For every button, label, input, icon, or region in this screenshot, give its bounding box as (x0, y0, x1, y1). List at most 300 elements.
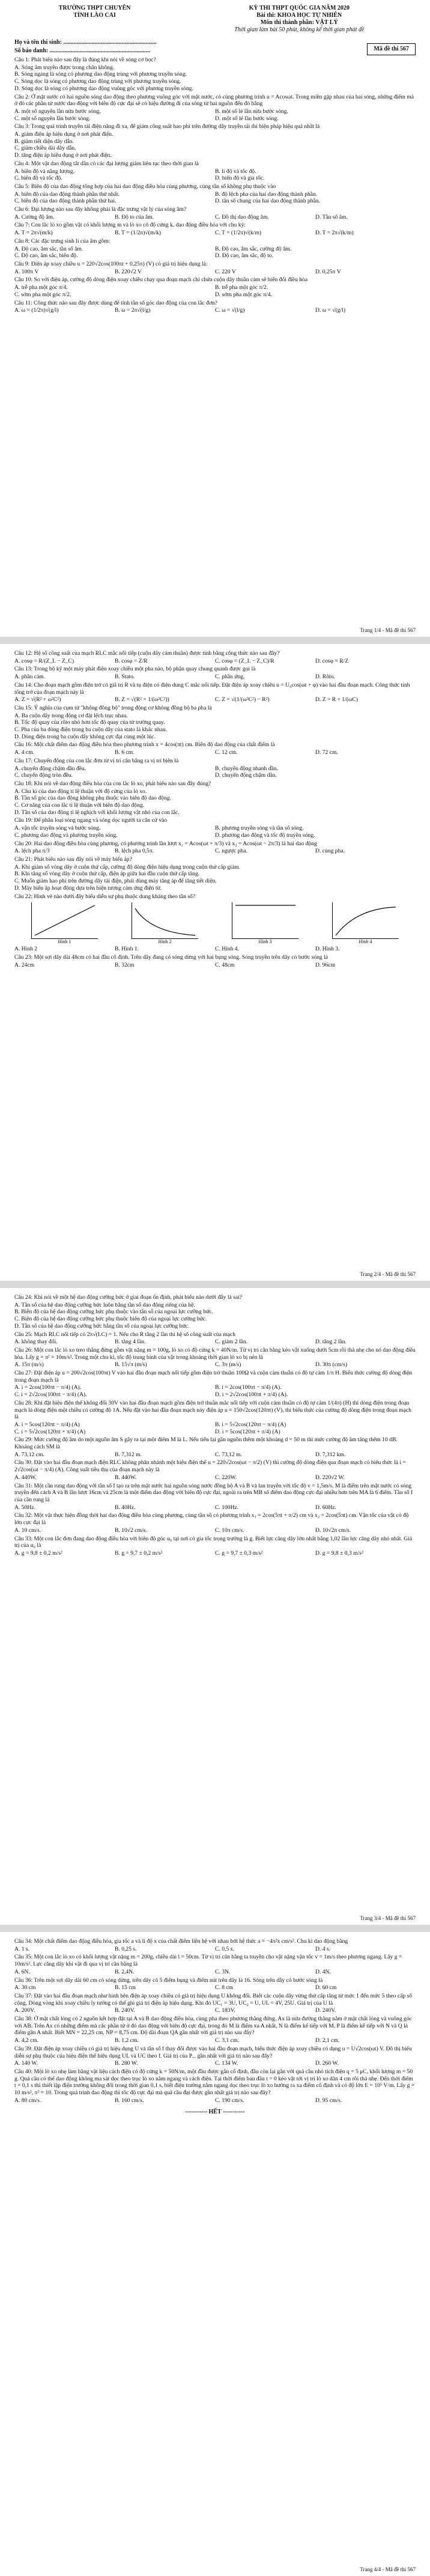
answer-option: C. Sóng dọc là sóng có phương dao động trùng với phương truyền sóng. (14, 78, 181, 85)
answer-option: C. 3,1 cm. (215, 2037, 239, 2044)
question-text: Câu 13: Trong bộ kỹ một máy phát điện xoay chiều một pha nào, bộ phận quay chung quanh được gọi là (14, 666, 256, 673)
question (14, 238, 416, 260)
answer-option: D. i = 2√2cos(100πt + π/4) (A). (215, 1391, 288, 1399)
answer-option: A. i = 5cos(120πt − π/4) (A) (14, 1421, 80, 1428)
answer-option: D. Tần số của hệ dao động cưỡng bức bằng tần số của ngoại lực cưỡng bức. (14, 1322, 190, 1329)
answer-option: B. ω = 2π√(l/g) (115, 307, 151, 314)
question-text: Câu 23: Một sợi dây dài 48cm có hai đầu cố định. Trên dây đang có sóng dừng với hai bụng sóng. Sóng truyền trên dây có bước sóng là (14, 953, 329, 961)
question-text: Câu 30: Đặt vào hai đầu đoạn mạch điện RLC không phân nhánh một hiệu điện thế u = 220√2cos(ωt − π/2) (V) thì cường độ dòng điện qua đoạn mạch có biểu thức là i = 2√2cos(ωt − π/4) (A). Công suất tiêu thụ của đoạn mạch này là (14, 1459, 406, 1474)
answer-option: A. biên độ và năng lượng. (14, 168, 75, 175)
answer-option: A. 200V. (14, 2007, 35, 2014)
answer-option: C. 10π cm/s. (215, 1526, 244, 1534)
answer-option: B. i = 2cos(100πt − π/4) (A). (215, 1384, 282, 1391)
page-separator (0, 1281, 430, 1288)
answer-options (14, 191, 416, 205)
graph-curve (333, 902, 399, 938)
question (14, 705, 416, 741)
question-text: Câu 7: Con lắc lò xo gồm vật có khối lượng m và lò xo có độ cứng k, dao động điều hòa với chu kỳ: (14, 222, 246, 229)
question (14, 1436, 416, 1458)
graph-plot (332, 902, 399, 939)
answer-option: D. tăng điện áp hiệu dụng ở nơi phát điện. (14, 152, 112, 159)
answer-option: B. 6 cm. (115, 749, 135, 756)
answer-option: A. Hình 2 (14, 946, 38, 953)
answer-option: C. phần ứng. (215, 673, 245, 681)
question (14, 222, 416, 236)
answer-option: B. 1,2 cm. (115, 2037, 139, 2044)
exam-page-2 (0, 644, 430, 1281)
exam-subject: Bài thi: KHOA HỌC TỰ NHIÊN (256, 12, 342, 19)
graph-curve (132, 902, 198, 938)
answer-options (14, 696, 416, 703)
answer-option: B. 15 cm (115, 1984, 136, 1991)
graph-curve (232, 902, 298, 938)
question-text: Câu 25: Mạch RLC nối tiếp có 2π√(LC) = 1. Nếu cho R tăng 2 lần thì hệ số công suất của mạch (14, 1331, 236, 1338)
answer-option: B. Độ cao, âm sắc, cường độ âm. (215, 245, 292, 252)
answer-option: B. 10√2 cm/s. (115, 1526, 147, 1534)
answer-option: B. 220√2 V (115, 268, 142, 275)
answer-option: D. tần số chung của hai dao động thành phần. (215, 198, 321, 205)
answer-options (14, 788, 416, 816)
question-text: Câu 4: Một vật dao động tắt dần có các đại lượng giảm liên tục theo thời gian là (14, 160, 199, 167)
answer-option: B. li độ và tốc độ. (215, 168, 256, 175)
question (14, 2068, 416, 2104)
answer-option: C. Pha của ba dòng điện trong ba cuộn dây của stato là khác nhau. (14, 726, 168, 734)
answer-options (14, 825, 416, 839)
candidate-id-label: Số báo danh: ................................................................... (14, 47, 151, 54)
answer-option: C. 3N. (215, 1968, 231, 1975)
question-list (14, 1294, 416, 1557)
graph-plot (31, 902, 98, 939)
question-text: Câu 40: Một lò xo nhẹ làm bằng vật liệu cách điện có độ cứng k = 50N/m, một đầu được gắn cố định, đầu còn lại gắn với quả cầu nhỏ tích điện q = 5 μC, khối lượng m = 50 g. Quả cầu có thể dao động không ma sát dọc theo trục lò xo nằm ngang và cách điện. Tại thời điểm ban đầu t = 0 kéo vật tới vị trí lò xo dãn 4 cm rồi thả nhẹ. Đến thời điểm t = 0,1 s thì thiết lập điện trường không đổi trong thời gian 0,1 s, biết điện trường nằm ngang dọc theo trục lò xo hướng ra xa điểm cố định và có độ lớn E = 10⁵ V/m. Lấy g = 10 m/s², π² = 10. Trong quá trình dao động thì tốc độ cực đại mà quả cầu đạt được gần nhất giá trị nào sau đây? (14, 2068, 415, 2097)
answer-option: A. chuyển động chậm dần đều. (14, 765, 86, 772)
exam-page-1 (0, 0, 430, 637)
answer-option: D. Dòng điện trong ba cuộn dây không cực đại cùng một lúc. (14, 733, 156, 740)
answer-option: A. T = 2π√(m/k) (14, 229, 53, 237)
question-text: Câu 39: Đặt điện áp xoay chiều có giá trị hiệu dụng U và tần số f thay đổi được vào hai đầu đoạn mạch, biểu thức điện áp xoay chiều có dạng u = U√2cos(ωt) V. Đồ thị biểu diễn sự phụ thuộc của hiệu điện thế hiệu dụng UL và UC theo f. Giá trị của P... gần nhất với giá trị nào sau đây? (14, 2045, 412, 2059)
answer-options (14, 2097, 416, 2104)
question-text: Câu 11: Công thức nào sau đây được dùng để tính tần số góc dao động của con lắc đơn? (14, 299, 218, 306)
graph-label: Hình 1 (58, 939, 71, 945)
answer-option: A. trễ pha một góc π/4. (14, 284, 68, 291)
question-text: Câu 14: Cho đoạn mạch gồm điện trở có giá trị R và tụ điện có điện dung C mắc nối tiếp. Đặt điện áp xoay chiều u = U₀cos(ωt + φ) vào hai đầu đoạn mạch. Công thức tính tổng trở của đoạn mạch này là (14, 681, 410, 696)
candidate-info (14, 38, 416, 55)
question (14, 1512, 416, 1534)
answer-option: C. 190 cm/s. (215, 2097, 244, 2104)
answer-option: D. Hình 3. (315, 946, 340, 953)
answer-option: A. không thay đổi. (14, 1338, 58, 1346)
answer-option: C. 0,5 s. (215, 1945, 234, 1952)
answer-option: A. 6N. (14, 1968, 30, 1975)
answer-options (14, 229, 416, 237)
answer-options (14, 1474, 416, 1481)
answer-option: C. i = 5√2cos(120πt + π/4) (A) (14, 1428, 86, 1435)
answer-option: D. phương dao động và tốc độ truyền sóng. (215, 831, 315, 839)
answer-option: C. 73,12 m. (215, 1451, 243, 1458)
answer-option: B. Tần số góc của dao động không phụ thuộc vào biên độ dao động. (14, 795, 171, 802)
answer-options (14, 1984, 416, 1991)
answer-option: A. vận tốc truyền sóng và bước sóng. (14, 825, 101, 832)
answer-options (14, 284, 416, 298)
answer-options (14, 1550, 416, 1557)
answer-options (14, 673, 416, 681)
question-text: Câu 16: Một chất điểm dao động điều hòa theo phương trình x = 4cos(πt) cm. Biên độ dao động của chất điểm là (14, 741, 275, 749)
question-text: Câu 36: Trên một sợi dây dài 60 cm có sóng dừng, trên dây có 5 điểm bụng và điểm nút trên dây là 16. Sóng trên dây có bước sóng là (14, 1976, 323, 1984)
answer-option: A. phần cảm. (14, 673, 46, 681)
answer-option: C. g = 9,7 ± 0,3 m/s² (215, 1549, 263, 1557)
answer-option: D. Độ cao, âm sắc, độ to. (215, 252, 273, 260)
question (14, 780, 416, 816)
answer-option: D. 96cm (315, 961, 336, 968)
question (14, 183, 416, 205)
answer-options (14, 168, 416, 182)
question (14, 840, 416, 855)
answer-option: D. 240V. (315, 2007, 336, 2014)
answer-option: B. Tốc độ quay của rôto nhỏ hơn tốc độ quay của từ trường quay. (14, 719, 165, 726)
question (14, 893, 416, 953)
answer-option: D. ω = √(g/l) (315, 307, 346, 314)
answer-option: D. cosφ = R/Z (315, 657, 349, 664)
answer-option: C. 48cm (215, 961, 235, 968)
answer-option: C. sớm pha một góc π/2. (14, 291, 71, 298)
answer-options (14, 108, 416, 122)
answer-option: C. 183V. (215, 2007, 235, 2014)
answer-option: D. g = 9,8 ± 0,3 m/s² (315, 1549, 363, 1557)
answer-option: D. chuyển động chậm dần. (215, 772, 277, 779)
answer-options (14, 269, 416, 276)
answer-option: C. một số nguyên lần bước sóng. (14, 115, 91, 122)
answer-option: D. Sóng dọc là sóng có phương dao động vuông góc với phương truyền sóng. (14, 85, 193, 92)
graph-curve (32, 902, 98, 938)
answer-option: A. giảm điện áp hiệu dụng ở nơi phát điện. (14, 131, 114, 138)
answer-option: B. giảm tiết diện dây dẫn. (14, 138, 74, 145)
answer-option: D. 60Hz. (315, 1504, 336, 1511)
answer-option: D. i = 5cos(120πt + π/4) (A) (215, 1428, 280, 1435)
question-text: Câu 38: Ở mặt chất lỏng có 2 nguồn kết hợp đặt tại A và B dao động điều hòa, cùng pha theo phương thẳng đứng. Ax là nửa đường thẳng nằm ở mặt chất lỏng và vuông góc với AB. Trên Ax có những điểm mà các phần tử ở đó dao động với biên độ cực đại, trong đó M là điểm xa A nhất, N là điểm kế tiếp với M, P là điểm kế tiếp với N và Q là điểm gần A nhất. Biết MN = 22,25 cm, NP = 8,75 cm. Độ dài đoạn QA gần nhất với giá trị nào sau đây? (14, 2016, 412, 2037)
answer-option: D. biên độ và gia tốc. (215, 175, 265, 182)
answer-option: D. 2,1 cm. (315, 2037, 340, 2044)
question (14, 1294, 416, 1330)
question (14, 300, 416, 314)
question-text: Câu 18: Khi nói về dao động điều hòa của con lắc lò xo, phát biểu nào sau đây đúng? (14, 780, 211, 787)
answer-option: A. 50Hz. (14, 1504, 35, 1511)
answer-option: B. chuyển động nhanh dần. (215, 765, 278, 772)
answer-options (14, 1451, 416, 1459)
answer-option: B. lệch pha 0,5π. (115, 848, 154, 855)
answer-option: B. 160 cm/s. (115, 2097, 144, 2104)
question (14, 758, 416, 779)
page-footer: Trang 1/4 - Mã đề thi 567 (360, 627, 416, 633)
page-content (14, 649, 416, 1277)
answer-option: D. 10√2π cm/s. (315, 1526, 351, 1534)
answer-option: B. trễ pha một góc π/2. (215, 284, 268, 291)
question-text: Câu 35: Một con lắc lò xo có khối lượng vật nặng m = 200g, chiều dài l = 50cm. Từ vị trí cân bằng ta truyền cho vật nặng vận tốc v = 1m/s theo phương ngang. Lấy g = 10m/s². Lực căng dây khi vật đi qua vị trí cân bằng là (14, 1954, 402, 1968)
answer-options (14, 749, 416, 756)
graph-label: Hình 2 (158, 939, 172, 945)
answer-option: A. Ba cuộn dây trong động cơ đặt lệch trục nhau. (14, 712, 128, 719)
answer-option: B. 2,4N. (115, 1968, 135, 1975)
answer-option: B. 7,312 m. (115, 1451, 142, 1458)
question (14, 682, 416, 703)
answer-option: B. 280 W. (115, 2060, 138, 2067)
graph-figure (132, 902, 198, 944)
exam-page-3 (0, 1288, 430, 1925)
answer-option: C. chuyển động tròn đều. (14, 772, 73, 779)
answer-option: C. 220W. (215, 1474, 237, 1481)
answer-option: D. 0,25π V (315, 268, 341, 275)
question-text: Câu 10: So với điện áp, cường độ dòng điện xoay chiều chạy qua đoạn mạch chỉ chứa cuộn dây thuần cảm sẽ biến đổi điều hòa (14, 276, 308, 284)
answer-option: C. ngược pha. (215, 848, 247, 855)
question-text: Câu 6: Đại lượng nào sau đây không phải là đặc trưng vật lý của sóng âm? (14, 206, 187, 213)
answer-option: B. 15√π (m/s) (115, 1361, 147, 1368)
answer-option: D. 4 s. (315, 1945, 331, 1952)
question-list (14, 1938, 416, 2104)
answer-option: B. i = 5√2cos(120πt − π/4) (A) (215, 1421, 286, 1428)
answer-options (14, 1338, 416, 1346)
question-text: Câu 28: Khi đặt hiệu điện thế không đổi 30V vào hai đầu đoạn mạch gồm điện trở thuần mắc nối tiếp với cuộn cảm thuần có độ tự cảm 1/(4π) (H) thì dòng điện trong đoạn mạch là dòng điện một chiều có cường độ 1A. Nếu đặt vào hai đầu đoạn mạch này điện áp u = 150√2cos(120πt) (V), thì biểu thức của cường độ dòng điện trong đoạn mạch là (14, 1399, 411, 1421)
answer-options (14, 765, 416, 779)
page-separator (0, 637, 430, 644)
answer-options (14, 1361, 416, 1368)
answer-option: A. một số nguyên lần nửa bước sóng. (14, 108, 101, 115)
answer-options (14, 246, 416, 260)
answer-option: C. Độ cao, âm sắc, biên độ. (14, 252, 78, 260)
exam-code-box: Mã đề thi 567 (367, 43, 416, 55)
answer-option: B. cosφ = Z/R (115, 657, 148, 664)
question (14, 666, 416, 680)
answer-option: A. Tần số của hệ dao động cưỡng bức luôn bằng tần số dao động riêng của hệ. (14, 1301, 195, 1308)
answer-option: D. Tần số của dao động tỉ lệ nghịch với khối lượng vật nhỏ của con lắc. (14, 809, 180, 816)
graph-row (14, 902, 416, 944)
answer-option: B. 40Hz. (115, 1504, 136, 1511)
answer-option: B. Stato. (115, 673, 135, 681)
answer-option: C. Z = √(1/(ω²C²) − R²) (215, 696, 270, 703)
answer-option: A. Cường độ âm. (14, 213, 55, 220)
question-text: Câu 12: Hệ số công suất của mạch RLC mắc nối tiếp (cuộn dây cảm thuần) được tính bằng công thức nào sau đây? (14, 650, 280, 657)
question (14, 1993, 416, 2014)
answer-option: D. 30π (cm/s) (315, 1361, 348, 1368)
answer-options (14, 1527, 416, 1534)
question (14, 1977, 416, 1991)
answer-options (14, 946, 416, 953)
answer-option: B. tăng 4 lần. (115, 1338, 146, 1346)
answer-option: B. Sóng ngang là sóng có phương dao động trùng với phương truyền sóng. (14, 71, 187, 78)
question (14, 954, 416, 968)
answer-option: C. 134 W. (215, 2060, 238, 2067)
answer-option: C. Cơ năng của con lắc tỉ lệ thuận với biên độ dao động. (14, 802, 145, 809)
school-block (14, 5, 175, 34)
graph-label: Hình 3 (258, 939, 272, 945)
page-content (14, 1293, 416, 1921)
page-separator (0, 1925, 430, 1932)
answer-option: C. biên độ của dao động thành phần thứ hai. (14, 198, 117, 205)
graph-figure (31, 902, 98, 944)
answer-options (14, 307, 416, 314)
question-text: Câu 24: Khi nói về một hệ dao động cưỡng bức ở giai đoạn ổn định, phát biểu nào dưới đây là sai? (14, 1294, 243, 1301)
answer-option: A. 4 cm. (14, 749, 35, 756)
answer-option: C. giảm chiều dài dây dẫn. (14, 145, 76, 152)
question-text: Câu 33: Một con lắc đơn đang dao động điều hòa với biên độ góc α₀ tại nơi có gia tốc trọng trường là g. Biết lực căng dây lớn nhất bằng 1,02 lần lực căng dây nhỏ nhất. Giá trị của α₀ là (14, 1535, 413, 1549)
answer-option: D. tăng 2 lần. (315, 1338, 347, 1346)
answer-option: B. một số lẻ lần nửa bước sóng. (215, 108, 288, 115)
answer-option: A. Z = √(R² + ω²C²) (14, 696, 61, 703)
answer-option: A. 30 cm (14, 1984, 36, 1991)
question (14, 1400, 416, 1436)
answer-option: A. i = 2cos(100πt − π/4) (A). (14, 1384, 82, 1391)
answer-option: A. cosφ = R/(Z_L − Z_C) (14, 657, 74, 664)
exam-duration: Thời gian làm bài 50 phút, không kể thời gian phát đề (234, 26, 365, 33)
answer-options (14, 1969, 416, 1976)
question-text: Câu 9: Điện áp xoay chiều u = 220√2cos(100πt + 0,25π) (V) có giá trị hiệu dụng là: (14, 260, 208, 267)
question-text: Câu 20: Hai dao động điều hòa cùng phương, có phương trình lần lượt x₁ = Acos(ωt + π/3) và x₂ = Acos(ωt − 2π/3) là hai dao động (14, 840, 317, 847)
answer-option: D. Z = R + 1/(ωC) (315, 696, 358, 703)
answer-option: A. 24cm (14, 961, 35, 968)
answer-option: A. Độ cao, âm sắc, tần số âm. (14, 245, 83, 252)
answer-option: B. T = (1/2π)√(m/k) (115, 229, 161, 237)
answer-option: B. Biên độ của hệ dao động cưỡng bức phụ thuộc vào tần số của ngoại lực cưỡng bức. (14, 1308, 213, 1316)
answer-option: D. 72 cm. (315, 749, 338, 756)
answer-option: D. Rôto. (315, 673, 335, 681)
answer-option: D. 7,312 km. (315, 1451, 346, 1458)
answer-options (14, 1384, 416, 1398)
answer-option: B. Độ to của âm. (115, 213, 154, 220)
question (14, 276, 416, 298)
question (14, 1483, 416, 1511)
answer-option: A. Sóng âm truyền được trong chân không. (14, 64, 115, 71)
question (14, 261, 416, 275)
answer-option: B. Khi tăng số vòng dây ở cuộn thứ cấp, điện áp giữa hai đầu cuộn thứ cấp tăng. (14, 870, 200, 878)
answer-option: D. 220√2 W. (315, 1474, 345, 1481)
answer-option: C. 8 cm (215, 1984, 234, 1991)
answer-option: C. cosφ = (Z_L − Z_C)/R (215, 657, 274, 664)
answer-options (14, 1504, 416, 1511)
question-text: Câu 29: Mức cường độ âm do một nguồn âm S gây ra tại một điểm M là L. Nếu tiến lại gần nguồn thêm một khoảng d = 50 m thì mức cường độ âm tăng thêm 10 dB. Khoảng cách SM là (14, 1436, 398, 1451)
answer-options (14, 658, 416, 665)
question-text: Câu 2: Ở mặt nước có hai nguồn sóng dao động theo phương vuông góc với mặt nước, có cùng phương trình u = Acosωt. Trong miền gặp nhau của hai sóng, những điểm mà ở đó các phần tử nước dao động với biên độ cực đại sẽ có hiệu đường đi của sóng từ hai nguồn đến đó bằng (14, 93, 414, 108)
page-content (14, 5, 416, 633)
exam-component: Môn thi thành phần: VẬT LÝ (260, 19, 338, 26)
answer-option: C. 3π (m/s) (215, 1361, 241, 1368)
answer-option: D. 4N. (315, 1968, 331, 1975)
question (14, 1954, 416, 1975)
question (14, 1938, 416, 1952)
answer-option: A. 10 cm/s. (14, 1526, 41, 1534)
answer-option: D. sớm pha một góc π/4. (215, 291, 272, 298)
graph-label: Hình 4 (359, 939, 372, 945)
graph-figure (332, 902, 399, 944)
question-text: Câu 19: Để phân loại sóng ngang và sóng dọc người ta căn cứ vào (14, 817, 168, 824)
answer-option: B. 240V. (115, 2007, 135, 2014)
question (14, 56, 416, 93)
answer-options (14, 2037, 416, 2044)
answer-option: A. 80 cm/s. (14, 2097, 41, 2104)
answer-option: C. Đồ thị dao động âm. (215, 213, 269, 220)
answer-option: D. cùng pha. (315, 848, 345, 855)
answer-options (14, 1302, 416, 1330)
answer-option: A. 15π (m/s) (14, 1361, 44, 1368)
question-text: Câu 15: Ý nghĩa của cụm từ "không đồng bộ" trong động cơ không đồng bộ ba pha là (14, 704, 212, 711)
graph-plot (232, 902, 298, 939)
answer-options (14, 1946, 416, 1953)
question (14, 160, 416, 182)
question (14, 123, 416, 159)
answer-option: C. 12 cm. (215, 749, 238, 756)
answer-option: B. độ lệch pha của hai dao động thành phần. (215, 190, 318, 198)
question-text: Câu 5: Biên độ của dao động tổng hợp của hai dao động điều hòa cùng phương, cùng tần số không phụ thuộc vào (14, 183, 276, 190)
question-text: Câu 34: Một chất điểm dao động điều hòa, gia tốc a và li độ x của chất điểm liên hệ với nhau bởi hệ thức a = −4π²x cm/s². Chu kì dao động bằng (14, 1938, 348, 1945)
answer-option: A. 140 W. (14, 2060, 38, 2067)
question (14, 1536, 416, 1557)
question-text: Câu 31: Một cần rung dao động với tần số f tạo ra trên mặt nước hai nguồn sóng nước đồng bộ A và B và lan truyền với tốc độ v = 1,5m/s. M là điểm trên mặt nước có sóng truyền đến cách A và B lần lượt 16cm và 25cm là một điểm dao động với biên độ cực đại, ngoài ra trên MB số điểm dao động cực đại nhiều hơn trên MA là 6 điểm. Tần số f của cần rung là (14, 1482, 413, 1503)
answer-options (14, 962, 416, 969)
page-footer: Trang 2/4 - Mã đề thi 567 (360, 1271, 416, 1277)
answer-option: C. phương dao động và phương truyền sóng. (14, 831, 118, 839)
question-text: Câu 37: Đặt vào hai đầu đoạn mạch như hình bên điện áp xoay chiều có giá trị hiệu dụng U không đổi. Biết các cuộn dây vừng thứ cấp tăng từ mức 1 đến mức 5 theo cấp số cộng. Dòng vòng khi xoay chiều ly tưởng có thể ghi giá trị điện áp hiệu dụng. Khi đó UC₁ = 3U, UC₂ = U, UL = 4V, 25U. Giá trị của U là (14, 1992, 413, 2006)
question (14, 817, 416, 839)
answer-options (14, 131, 416, 159)
answer-option: A. Khi giảm số vòng dây ở cuộn thứ cấp, cường độ dòng điện hiệu dụng trong cuộn thứ cấp giảm. (14, 863, 241, 870)
answer-option: D. 60 cm (315, 1984, 337, 1991)
answer-option: D. T = 2π√(k/m) (315, 229, 354, 237)
answer-option: C. 100Hz. (215, 1504, 239, 1511)
answer-option: C. Biên độ của hệ dao động cưỡng bức phụ thuộc biên độ của ngoại lực cưỡng bức. (14, 1316, 207, 1323)
question-text: Câu 26: Một con lắc lò xo treo thẳng đứng gồm vật nặng m = 100g, lò xo có độ cứng k = 40N/m. Từ vị trí cân bằng kéo vật xuống dưới 5cm rồi thả nhẹ cho nó dao động điều hòa. Lấy g = π² = 10m/s². Trong một chu kì, tốc độ trung bình của vật trong khoảng thời gian lò xo bị nén là (14, 1346, 416, 1361)
answer-option: D. một số lẻ lần bước sóng. (215, 115, 279, 122)
answer-options (14, 2007, 416, 2014)
question (14, 741, 416, 756)
answer-option: D. 260 W. (315, 2060, 339, 2067)
school-name: TRƯỜNG THPT CHUYÊN (58, 5, 131, 11)
answer-option: C. T = (1/2π)√(k/m) (215, 229, 261, 237)
graph-plot (132, 902, 198, 939)
question (14, 206, 416, 220)
answer-option: B. 32cm (115, 961, 135, 968)
answer-option: A. 4,2 cm. (14, 2037, 39, 2044)
answer-options (14, 712, 416, 741)
answer-option: A. 73,12 cm. (14, 1451, 44, 1458)
answer-option: A. biên độ của dao động thành phần thứ nhất. (14, 190, 120, 198)
exam-page-4 (0, 1932, 430, 2576)
exam-end-marker: ----------- HẾT ----------- (185, 2109, 245, 2116)
question (14, 1370, 416, 1399)
answer-option: D. 95 cm/s. (315, 2097, 342, 2104)
question (14, 94, 416, 123)
answer-option: B. phương truyền sóng và tần số sóng. (215, 825, 304, 832)
question (14, 1331, 416, 1346)
answer-option: C. 220 V (215, 268, 236, 275)
question-list (14, 56, 416, 314)
answer-option: A. 1 s. (14, 1945, 30, 1952)
answer-option: C. Hình 4. (215, 946, 239, 953)
answer-option: B. 0,25 s. (115, 1945, 137, 1952)
exam-title: KỲ THI THPT QUỐC GIA NĂM 2020 (249, 5, 350, 11)
page-content (14, 1937, 416, 2572)
question (14, 650, 416, 664)
question-text: Câu 3: Trong quá trình truyền tải điện năng đi xa, để giảm công suất hao phí trên đường dây truyền tải thì biện pháp hiệu quả nhất là (14, 123, 320, 130)
question (14, 2016, 416, 2044)
question (14, 1459, 416, 1481)
exam-header (14, 5, 416, 34)
answer-option: A. lệch pha π/3 (14, 848, 50, 855)
answer-options (14, 1421, 416, 1435)
answer-option: C. ω = √(l/g) (215, 307, 245, 314)
answer-options (14, 864, 416, 892)
answer-option: B. Hình 1. (115, 946, 139, 953)
question-text: Câu 1: Phát biểu nào sau đây là đúng khi nói về sóng cơ học? (14, 56, 156, 63)
answer-option: C. biên độ và tốc độ. (14, 175, 62, 182)
answer-options (14, 214, 416, 221)
answer-option: B. g = 9,7 ± 0,2 m/s² (115, 1549, 163, 1557)
question-text: Câu 27: Đặt điện áp u = 200√2cos(100πt) V vào hai đầu đoạn mạch nối tiếp gồm điện trở thuần 100Ω và cuộn cảm thuần có độ tự cảm 1/π H. Biểu thức cường độ dòng điện trong đoạn mạch là (14, 1370, 413, 1384)
